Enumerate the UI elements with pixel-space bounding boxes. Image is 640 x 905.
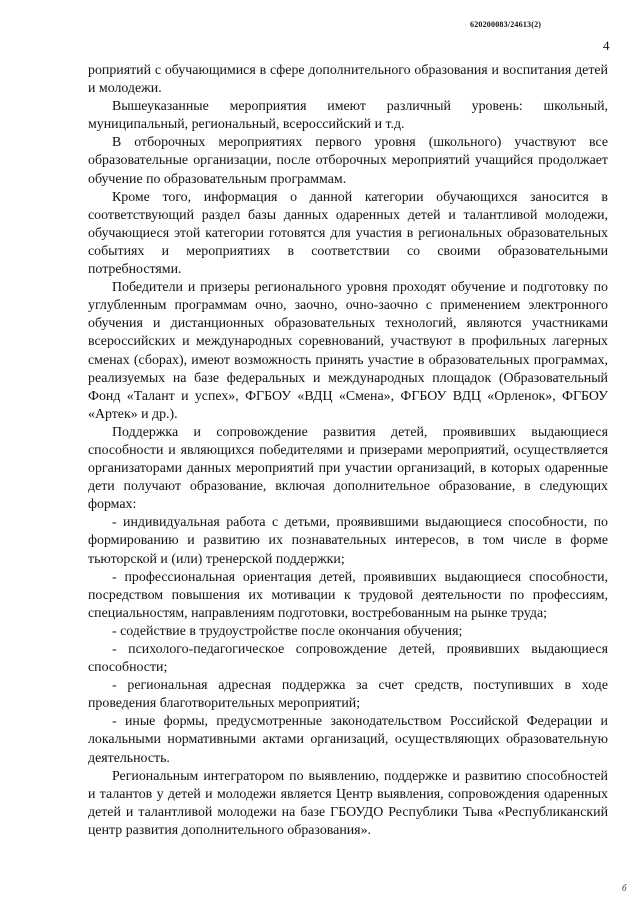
handwritten-margin-mark: б — [622, 883, 627, 893]
list-item-psychological-support: - психолого-педагогическое сопровождение детей, проявивших выдающиеся способности; — [88, 642, 608, 676]
list-item-individual-work: - индивидуальная работа с детьми, проявившими выдающиеся способности, по формированию и развитию их познавательных интересов, в том числе в форме тьюторской и (или) тренерской поддержки; — [88, 515, 608, 567]
page-number: 4 — [603, 38, 610, 53]
paragraph-school-selection: В отборочных мероприятиях первого уровня (школьного) участвуют все образовательные организации, после отборочных мероприятий учащийся продолжает обучение по образовательным программам. — [88, 135, 608, 187]
list-item-regional-support: - региональная адресная поддержка за счет средств, поступивших в ходе проведения благотворительных мероприятий; — [88, 678, 608, 712]
document-code: 620200083/24613(2) — [470, 20, 542, 29]
list-item-other-forms: - иные формы, предусмотренные законодательством Российской Федерации и локальными нормативными актами организаций, осуществляющих образовательную деятельность. — [88, 714, 608, 766]
document-body — [88, 62, 608, 840]
paragraph-database: Кроме того, информация о данной категории обучающихся заносится в соответствующий раздел базы данных одаренных детей и талантливой молодежи, обучающиеся этой категории готовятся для участия в региональных образовательных событиях и мероприятиях в соответствии со своими образовательными потребностями. — [88, 189, 608, 278]
paragraph-regional-integrator: Региональным интегратором по выявлению, поддержке и развитию способностей и талантов у детей и молодежи является Центр выявления, сопровождения одаренных детей и талантливой молодежи на базе ГБОУДО Республики Тыва «Республиканский центр развития дополнительного образования». — [88, 768, 608, 838]
list-item-career-guidance: - профессиональная ориентация детей, проявивших выдающиеся способности, посредством повышения их мотивации к трудовой деятельности по профессиям, специальностям, направлениям подготовки, востребованным на рынке труда; — [88, 569, 608, 621]
paragraph-support-intro: Поддержка и сопровождение развития детей, проявивших выдающиеся способности и являющихся победителями и призерами мероприятий, осуществляется организаторами данных мероприятий при участии организаций, в которых одаренные дети получают образование, включая дополнительное образование, в следующих формах: — [88, 424, 608, 513]
paragraph-regional-winners: Победители и призеры регионального уровня проходят обучение и подготовку по углубленным программам очно, заочно, очно-заочно с применением электронного обучения и дистанционных образовательных технологий, являются участниками всероссийских и международных соревнований, участвуют в профильных лагерных сменах (сборах), имеют возможность принять участие в образовательных программах, реализуемых на базе федеральных и международных площадок (Образовательный Фонд «Талант и успех», ФГБОУ «ВДЦ «Смена», ФГБОУ ВДЦ «Орленок», ФГБОУ «Артек» и др.). — [88, 280, 608, 422]
list-item-employment: - содействие в трудоустройстве после окончания обучения; — [112, 623, 463, 639]
paragraph-continuation: роприятий с обучающимися в сфере дополнительного образования и воспитания детей и молодежи. — [88, 63, 608, 97]
paragraph-event-levels: Вышеуказанные мероприятия имеют различный уровень: школьный, муниципальный, региональный, всероссийский и т.д. — [88, 99, 608, 133]
